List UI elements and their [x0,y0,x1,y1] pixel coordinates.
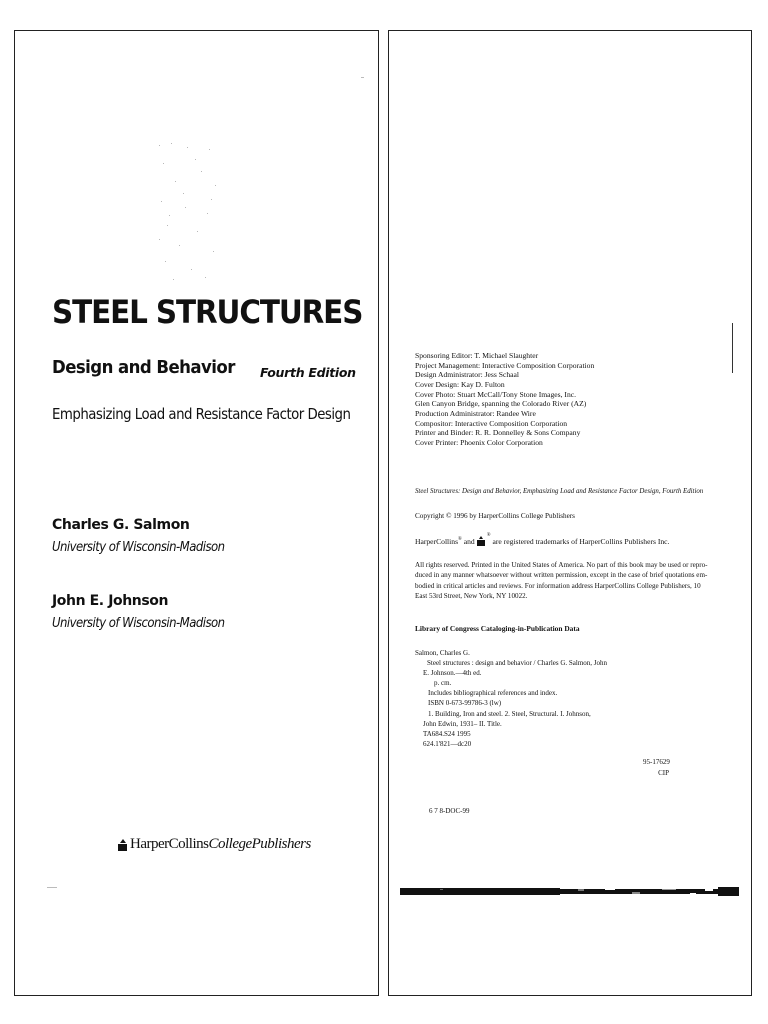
publisher-name [130,836,311,853]
scan-speck [209,149,210,150]
publisher-name-part2: CollegePublishers [208,836,311,852]
scan-speck [187,147,188,148]
book-tagline: Emphasizing Load and Resistance Factor Design [52,405,351,423]
trademark-brand: HarperCollins [415,537,459,546]
scan-speck [163,163,164,164]
cip-line: Steel structures : design and behavior / Charles G. Salmon, John [427,659,608,668]
scan-speck [215,185,216,186]
cip-line: 1. Building, Iron and steel. 2. Steel, Structural. I. Johnson, [428,709,591,718]
scan-mark [361,77,364,78]
cip-line: 624.1'821—dc20 [423,739,472,748]
cip-number [643,757,669,779]
scan-mark [47,887,57,888]
scan-speck [165,261,166,262]
cip-line: ISBN 0-673-99786-3 (lw) [428,699,502,708]
cip-line: Salmon, Charles G. [415,649,470,657]
lc-control-number: 95-17629 [643,758,670,766]
cip-line: TA684.S24 1995 [423,729,471,738]
rights-line: East 53rd Street, New York, NY 10022. [415,592,528,601]
rights-statement [415,560,708,602]
scan-speck [213,251,214,252]
scan-speck [169,215,170,216]
scan-speck [171,143,172,144]
trademark-and: and [463,537,475,546]
scan-edge-line [732,323,733,373]
scan-speck [201,171,202,172]
trademark-text: are registered trademarks of HarperCollins Publishers Inc. [492,537,670,546]
credit-line: Project Management: Interactive Composition Corporation [415,360,595,370]
scan-speck [159,239,160,240]
cip-line: p. cm. [434,679,452,688]
credit-line: Cover Photo: Stuart McCall/Tony Stone Images, Inc. [415,389,577,399]
scan-artifact-bar [400,887,739,896]
scan-speck [161,201,162,202]
book-subtitle: Design and Behavior [52,357,235,378]
author-affiliation: University of Wisconsin-Madison [52,616,225,631]
registered-mark: ® [458,537,462,542]
scan-speck [159,145,160,146]
scan-speck [191,269,192,270]
scan-speck [197,231,198,232]
credit-line: Design Administrator: Jess Schaal [415,370,519,380]
cip-label: CIP [658,769,669,777]
cip-line: John Edwin, 1931– II. Title. [423,719,502,728]
scan-speck [207,213,208,214]
cip-line: Includes bibliographical references and index. [428,689,558,698]
rights-line: duced in any manner whatsoever without written permission, except in the case of brief quotations em- [415,571,708,580]
copyright-notice: Copyright © 1996 by HarperCollins College Publishers [415,512,575,520]
scan-speckles [157,141,217,281]
cip-data [415,648,608,749]
credit-line: Printer and Binder: R. R. Donnelley & Sons Company [415,428,581,438]
credit-line: Compositor: Interactive Composition Corporation [415,418,568,428]
title-citation: Steel Structures: Design and Behavior, Emphasizing Load and Resistance Factor Design, Fourth Edition [415,487,704,495]
publisher-imprint [118,836,311,853]
author-affiliation: University of Wisconsin-Madison [52,540,225,555]
publisher-logo-icon [477,536,485,546]
credit-line: Cover Printer: Phoenix Color Corporation [415,437,543,447]
scan-speck [175,181,176,182]
scan-speck [179,245,180,246]
publisher-logo-icon [118,839,127,851]
print-line: 6 7 8-DOC-99 [429,807,470,815]
credit-line: Production Administrator: Randee Wire [415,408,536,418]
publisher-name-part1: HarperCollins [130,836,209,852]
rights-line: bodied in critical articles and reviews. For information address HarperCollins College Publishers, 10 [415,581,701,590]
copyright-page [388,30,752,996]
scan-speck [211,199,212,200]
cip-line: E. Johnson.—4th ed. [423,669,482,678]
production-credits [415,351,594,448]
credit-line: Sponsoring Editor: T. Michael Slaughter [415,351,539,360]
scan-speck [185,207,186,208]
registered-mark: ® [486,533,491,538]
scan-speck [205,277,206,278]
author-name: Charles G. Salmon [52,517,190,533]
scan-speck [195,159,196,160]
rights-line: All rights reserved. Printed in the United States of America. No part of this book may be used or repro- [415,561,708,569]
credit-line: Glen Canyon Bridge, spanning the Colorado River (AZ) [415,399,587,409]
scan-speck [183,193,184,194]
book-title: STEEL STRUCTURES [52,293,363,331]
trademark-notice [415,533,670,546]
author-name: John E. Johnson [52,593,169,609]
book-edition: Fourth Edition [260,365,356,380]
scan-speck [167,225,168,226]
scan-speck [173,279,174,280]
cover-page [14,30,379,996]
credit-line: Cover Design: Kay D. Fulton [415,379,505,389]
cip-heading: Library of Congress Cataloging-in-Publication Data [415,624,580,633]
